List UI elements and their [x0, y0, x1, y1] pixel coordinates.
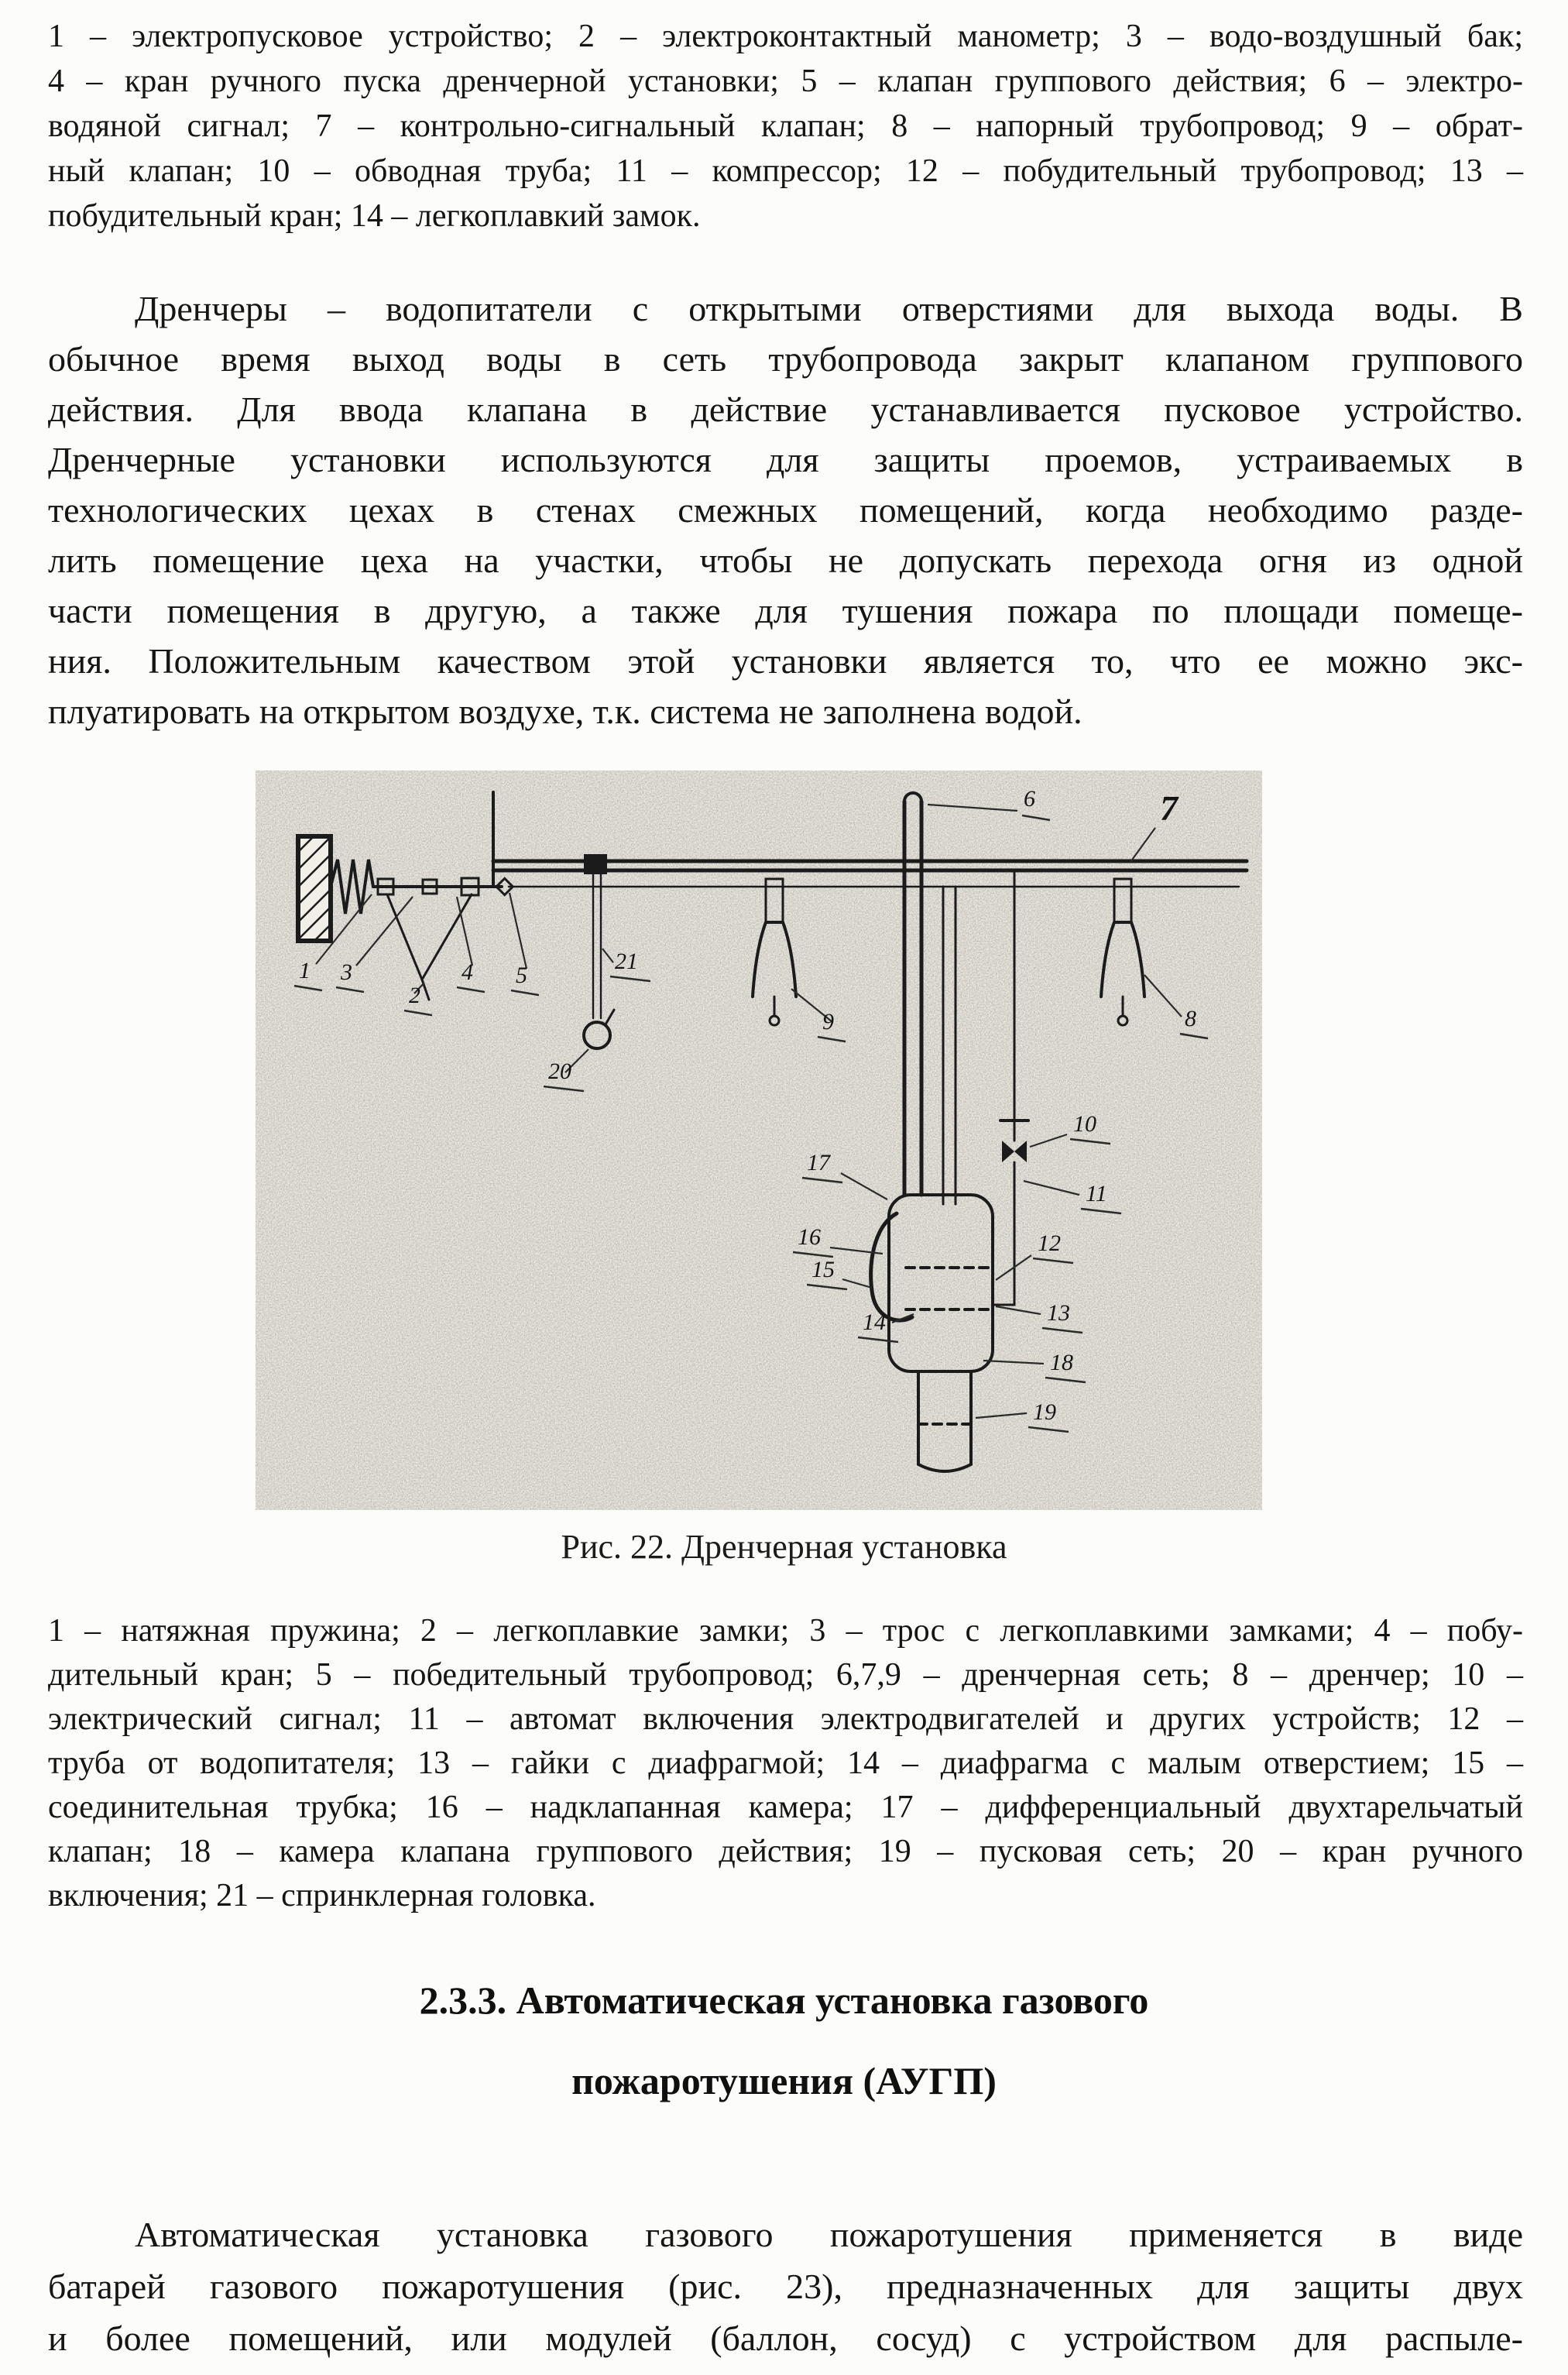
text-line: батарей газового пожаротушения (рис. 23), предназначенных для защиты двух [48, 2267, 1523, 2306]
svg-text:7: 7 [1160, 788, 1178, 828]
text-line: включения; 21 – спринклерная головка. [48, 1878, 596, 1913]
section-heading-line-2: пожаротушения (АУГП) [571, 2059, 997, 2102]
text-line: ный клапан; 10 – обводная труба; 11 – компрессор; 12 – побудительный трубопровод; 13 – [48, 153, 1523, 189]
text-line: водяной сигнал; 7 – контрольно-сигнальный клапан; 8 – напорный трубопровод; 9 – обрат- [48, 108, 1523, 144]
wall-anchor [298, 836, 331, 941]
scan-noise-texture [256, 771, 1262, 1510]
figure22-legend [48, 1609, 1523, 1918]
text-line: действия. Для ввода клапана в действие устанавливается пусковое устройство. [48, 390, 1523, 429]
text-line: электрический сигнал; 11 – автомат включения электродвигателей и других устройств; 12 – [48, 1701, 1523, 1737]
svg-text:4: 4 [461, 959, 473, 985]
paragraph-drenchers [48, 283, 1523, 736]
svg-text:21: 21 [615, 949, 638, 974]
text-line: 1 – электропусковое устройство; 2 – электроконтактный манометр; 3 – водо-воздушный бак; [48, 19, 1523, 54]
text-line: дительный кран; 5 – победительный трубопровод; 6,7,9 – дренчерная сеть; 8 – дренчер; 10 – [48, 1657, 1523, 1693]
text-line: соединительная трубка; 16 – надклапанная камера; 17 – дифференциальный двухтарельчатый [48, 1790, 1523, 1825]
text-line: 1 – натяжная пружина; 2 – легкоплавкие замки; 3 – трос с легкоплавкими замками; 4 – побу- [48, 1613, 1523, 1649]
text-line: Дренчерные установки используются для защиты проемов, устраиваемых в [48, 440, 1523, 479]
svg-text:12: 12 [1038, 1230, 1061, 1256]
text-line: побудительный кран; 14 – легкоплавкий замок. [48, 198, 701, 234]
text-line: обычное время выход воды в сеть трубопровода закрыт клапаном группового [48, 339, 1523, 379]
text-line: клапан; 18 – камера клапана группового действия; 19 – пусковая сеть; 20 – кран ручного [48, 1834, 1523, 1869]
drencher-installation-drawing [256, 771, 1262, 1510]
text-line: плуатировать на открытом воздухе, т.к. система не заполнена водой. [48, 692, 1083, 731]
figure21-legend [48, 14, 1523, 239]
svg-text:9: 9 [822, 1009, 834, 1035]
figure-caption: Рис. 22. Дренчерная установка [561, 1528, 1007, 1566]
text-line: и более помещений, или модулей (баллон, сосуд) с устройством для распыле- [48, 2318, 1523, 2358]
text-line: труба от водопитателя; 13 – гайки с диафрагмой; 14 – диафрагма с малым отверстием; 15 – [48, 1745, 1523, 1781]
svg-text:14: 14 [863, 1309, 886, 1335]
text-line: технологических цехах в стенах смежных помещений, когда необходимо разде- [48, 490, 1523, 530]
text-line: Автоматическая установка газового пожаротушения применяется в виде [135, 2215, 1523, 2254]
svg-text:17: 17 [807, 1150, 830, 1175]
text-line: части помещения в другую, а также для тушения пожара по площади помеще- [48, 591, 1523, 630]
text-line: 4 – кран ручного пуска дренчерной установки; 5 – клапан группового действия; 6 – электро- [48, 63, 1523, 99]
svg-text:16: 16 [798, 1224, 821, 1250]
figure-22-diagram [256, 771, 1262, 1510]
svg-text:19: 19 [1033, 1399, 1056, 1425]
paragraph-gas-extinguishing [48, 2209, 1523, 2364]
text-line: Дренчеры – водопитатели с открытыми отверстиями для выхода воды. В [135, 289, 1523, 328]
svg-text:1: 1 [299, 958, 311, 983]
svg-text:13: 13 [1047, 1300, 1070, 1326]
text-line: лить помещение цеха на участки, чтобы не допускать перехода огня из одной [48, 541, 1523, 580]
svg-text:2: 2 [409, 983, 420, 1008]
svg-text:5: 5 [516, 963, 527, 988]
svg-text:20: 20 [548, 1059, 571, 1084]
svg-text:15: 15 [811, 1257, 835, 1282]
svg-text:8: 8 [1185, 1006, 1196, 1031]
section-heading [0, 1979, 1568, 2102]
svg-text:18: 18 [1050, 1350, 1073, 1375]
svg-text:10: 10 [1073, 1111, 1096, 1137]
section-heading-line-1: 2.3.3. Автоматическая установка газового [419, 1979, 1149, 2022]
svg-text:3: 3 [341, 959, 352, 985]
svg-text:6: 6 [1024, 786, 1035, 812]
text-line: ния. Положительным качеством этой установки является то, что ее можно экс- [48, 641, 1523, 681]
svg-text:11: 11 [1086, 1181, 1107, 1206]
